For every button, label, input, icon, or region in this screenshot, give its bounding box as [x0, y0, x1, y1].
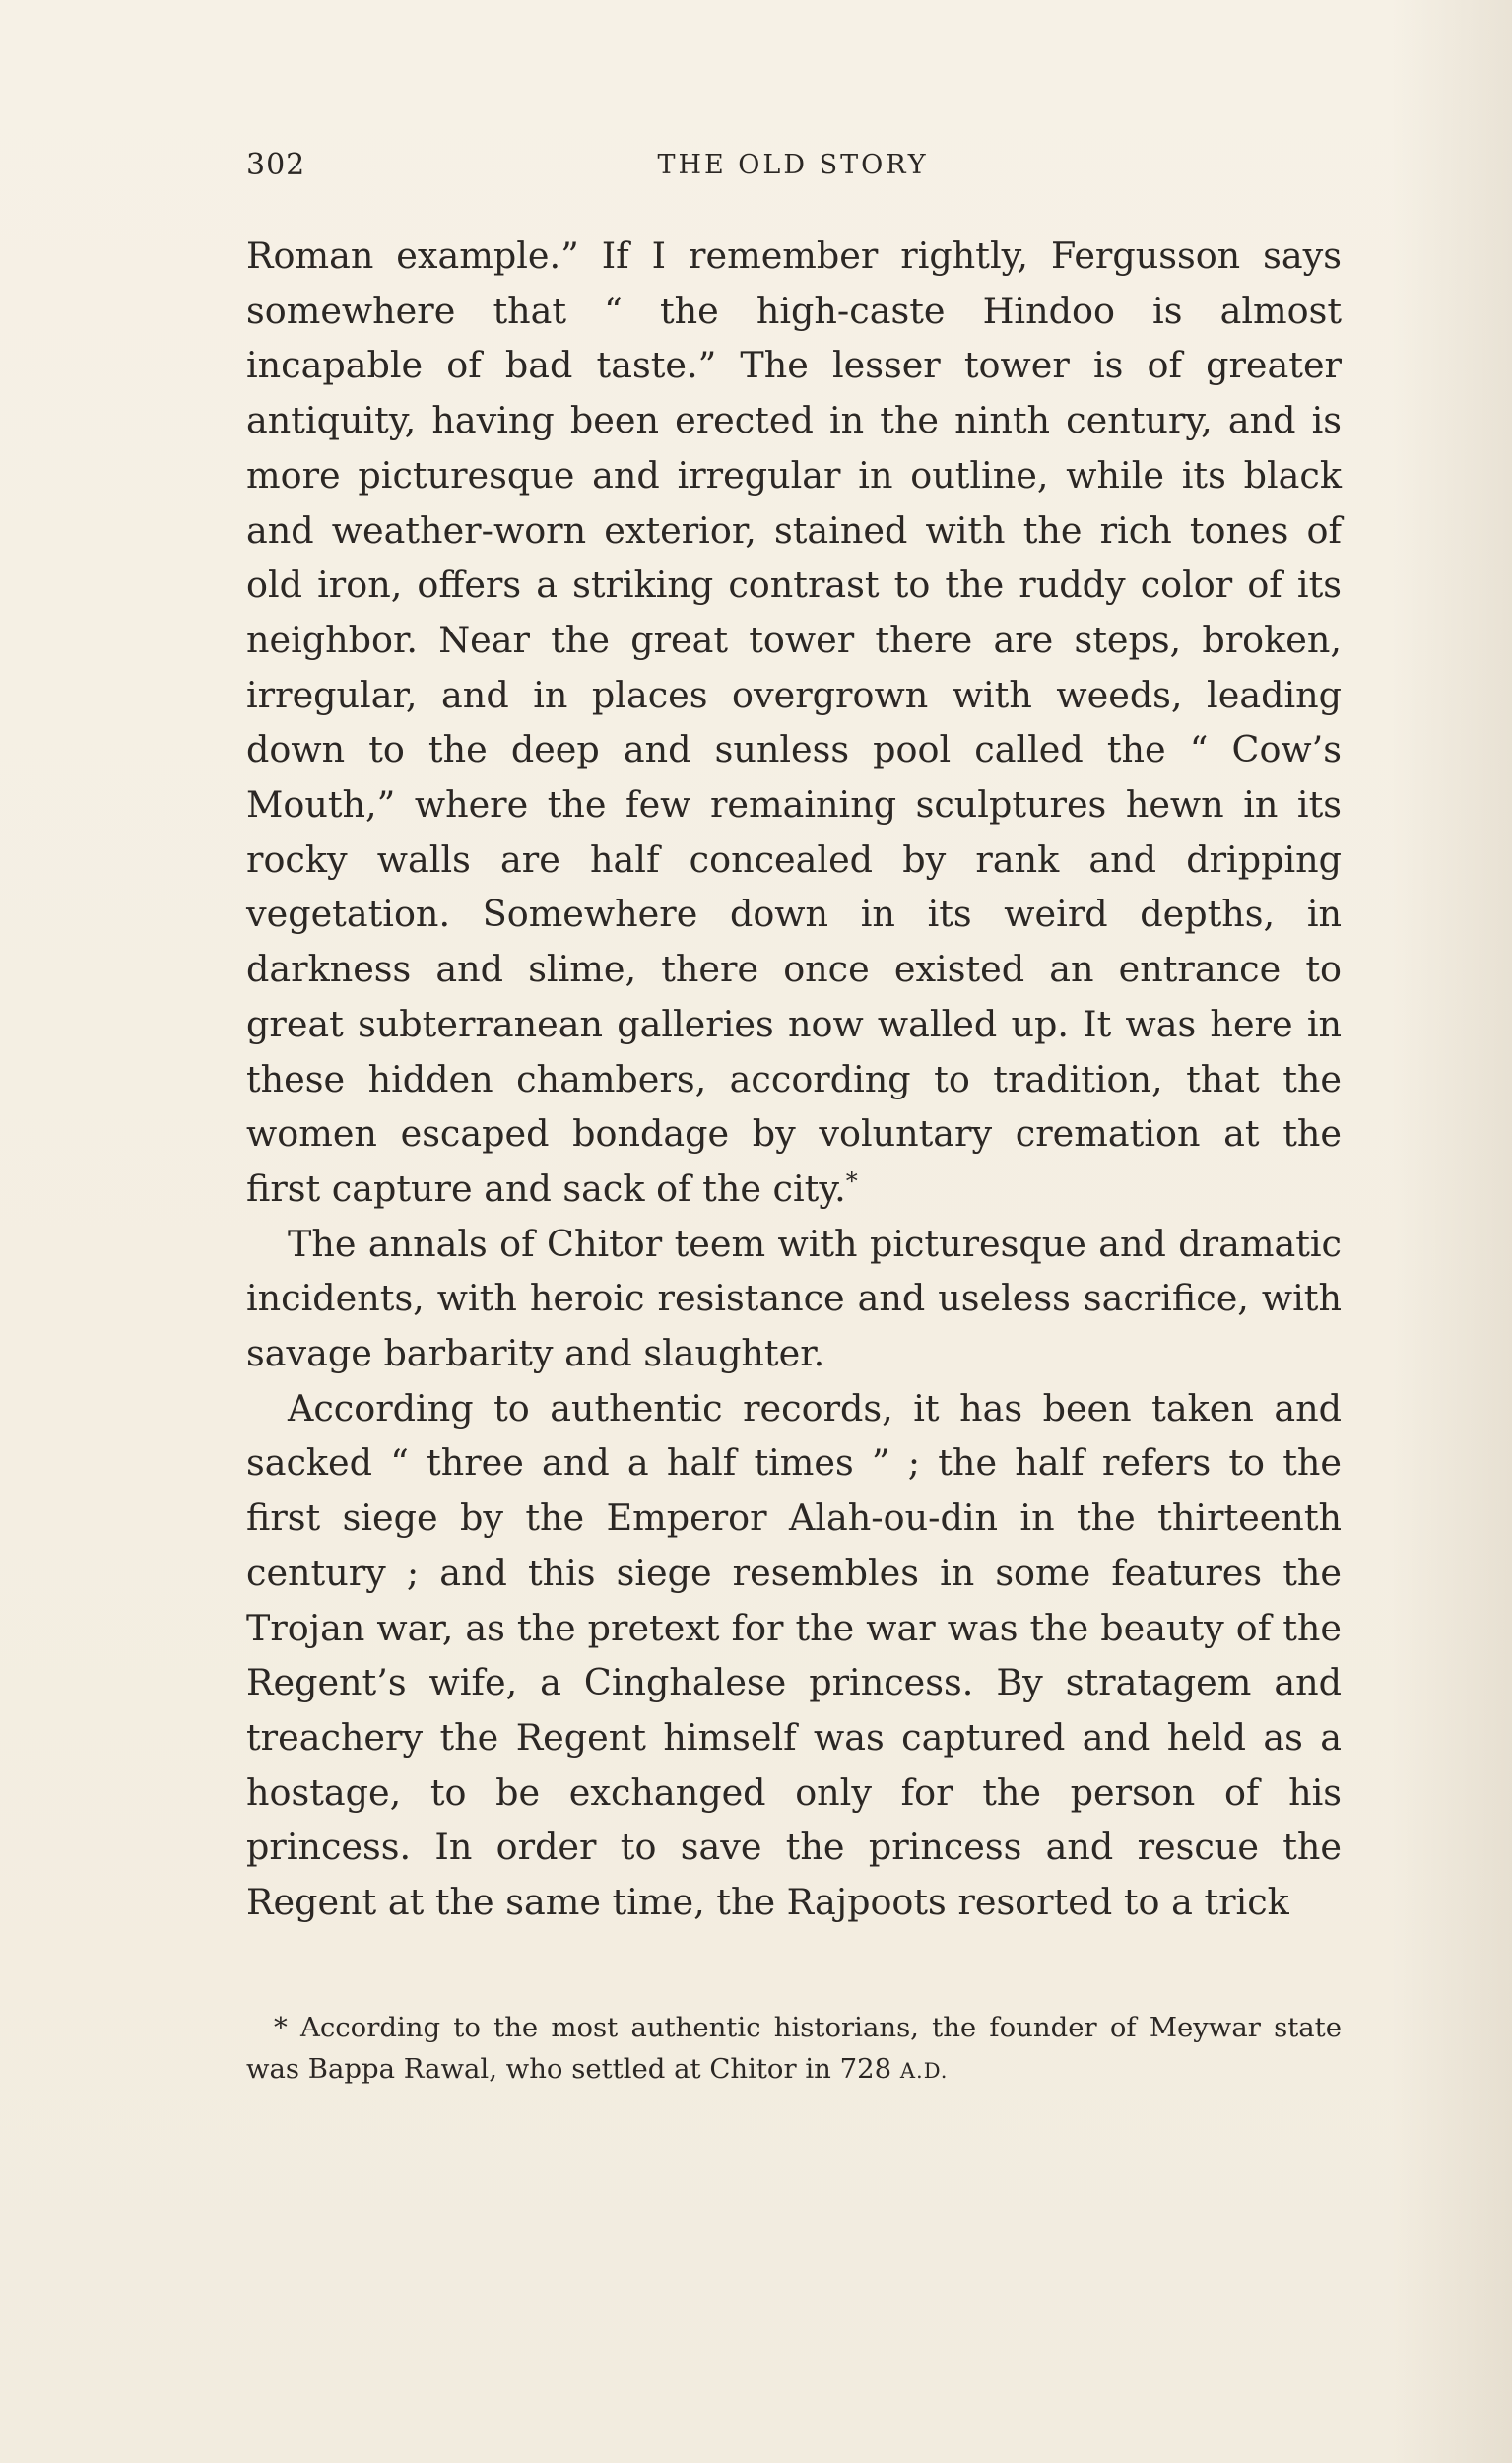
footnote-text: * According to the most authentic historians, the founder of Meywar state was Bappa Rawal, who settled at Chitor in 728 — [246, 2012, 1342, 2085]
paragraph-3: According to authentic records, it has been taken and sacked “ three and a half times ” ; the half refers to the first siege by the Emperor Alah-ou-din in the thirteenth century ; and this siege resembles in some features the Trojan war, as the pretext for the war was the beauty of the Regent’s wife, a Cinghalese princess. By stratagem and treachery the Regent himself was captured and held as a hostage, to be exchanged only for the person of his princess. In order to save the princess and rescue the Regent at the same time, the Rajpoots resorted to a trick — [246, 1386, 1342, 1924]
paragraph-1 — [246, 229, 1342, 1217]
running-title: THE OLD STORY — [657, 150, 929, 180]
paragraph-1-text: Roman example.” If I remember rightly, Fergusson says somewhere that “ the high-caste Hindoo is almost incapable of bad taste.” The lesser tower is of greater antiquity, having been erected in the ninth century, and is more picturesque and irregular in outline, while its black and weather-worn exterior, stained with the rich tones of old iron, offers a striking contrast to the ruddy color of its neighbor. Near the great tower there are steps, broken, irregular, and in places overgrown with weeds, leading down to the deep and sunless pool called the “ Cow’s Mouth,” where the few remaining sculptures hewn in its rocky walls are half concealed by rank and dripping vegetation. Somewhere down in its weird depths, in darkness and slime, there once existed an entrance to great subterranean galleries now walled up. It was here in these hidden chambers, according to tradition, that the women escaped bondage by voluntary cremation at the first capture and sack of the city. — [246, 234, 1342, 1210]
paragraph-2: The annals of Chitor teem with picturesque and dramatic incidents, with heroic resistance and useless sacrifice, with savage barbarity and slaughter. — [246, 1222, 1342, 1375]
running-head — [246, 148, 1340, 187]
body-text — [246, 229, 1342, 1930]
footnote — [246, 2007, 1342, 2092]
footnote-era: A.D. — [899, 2059, 949, 2083]
footnote-reference: * — [845, 1166, 858, 1195]
page-number: 302 — [246, 148, 306, 182]
